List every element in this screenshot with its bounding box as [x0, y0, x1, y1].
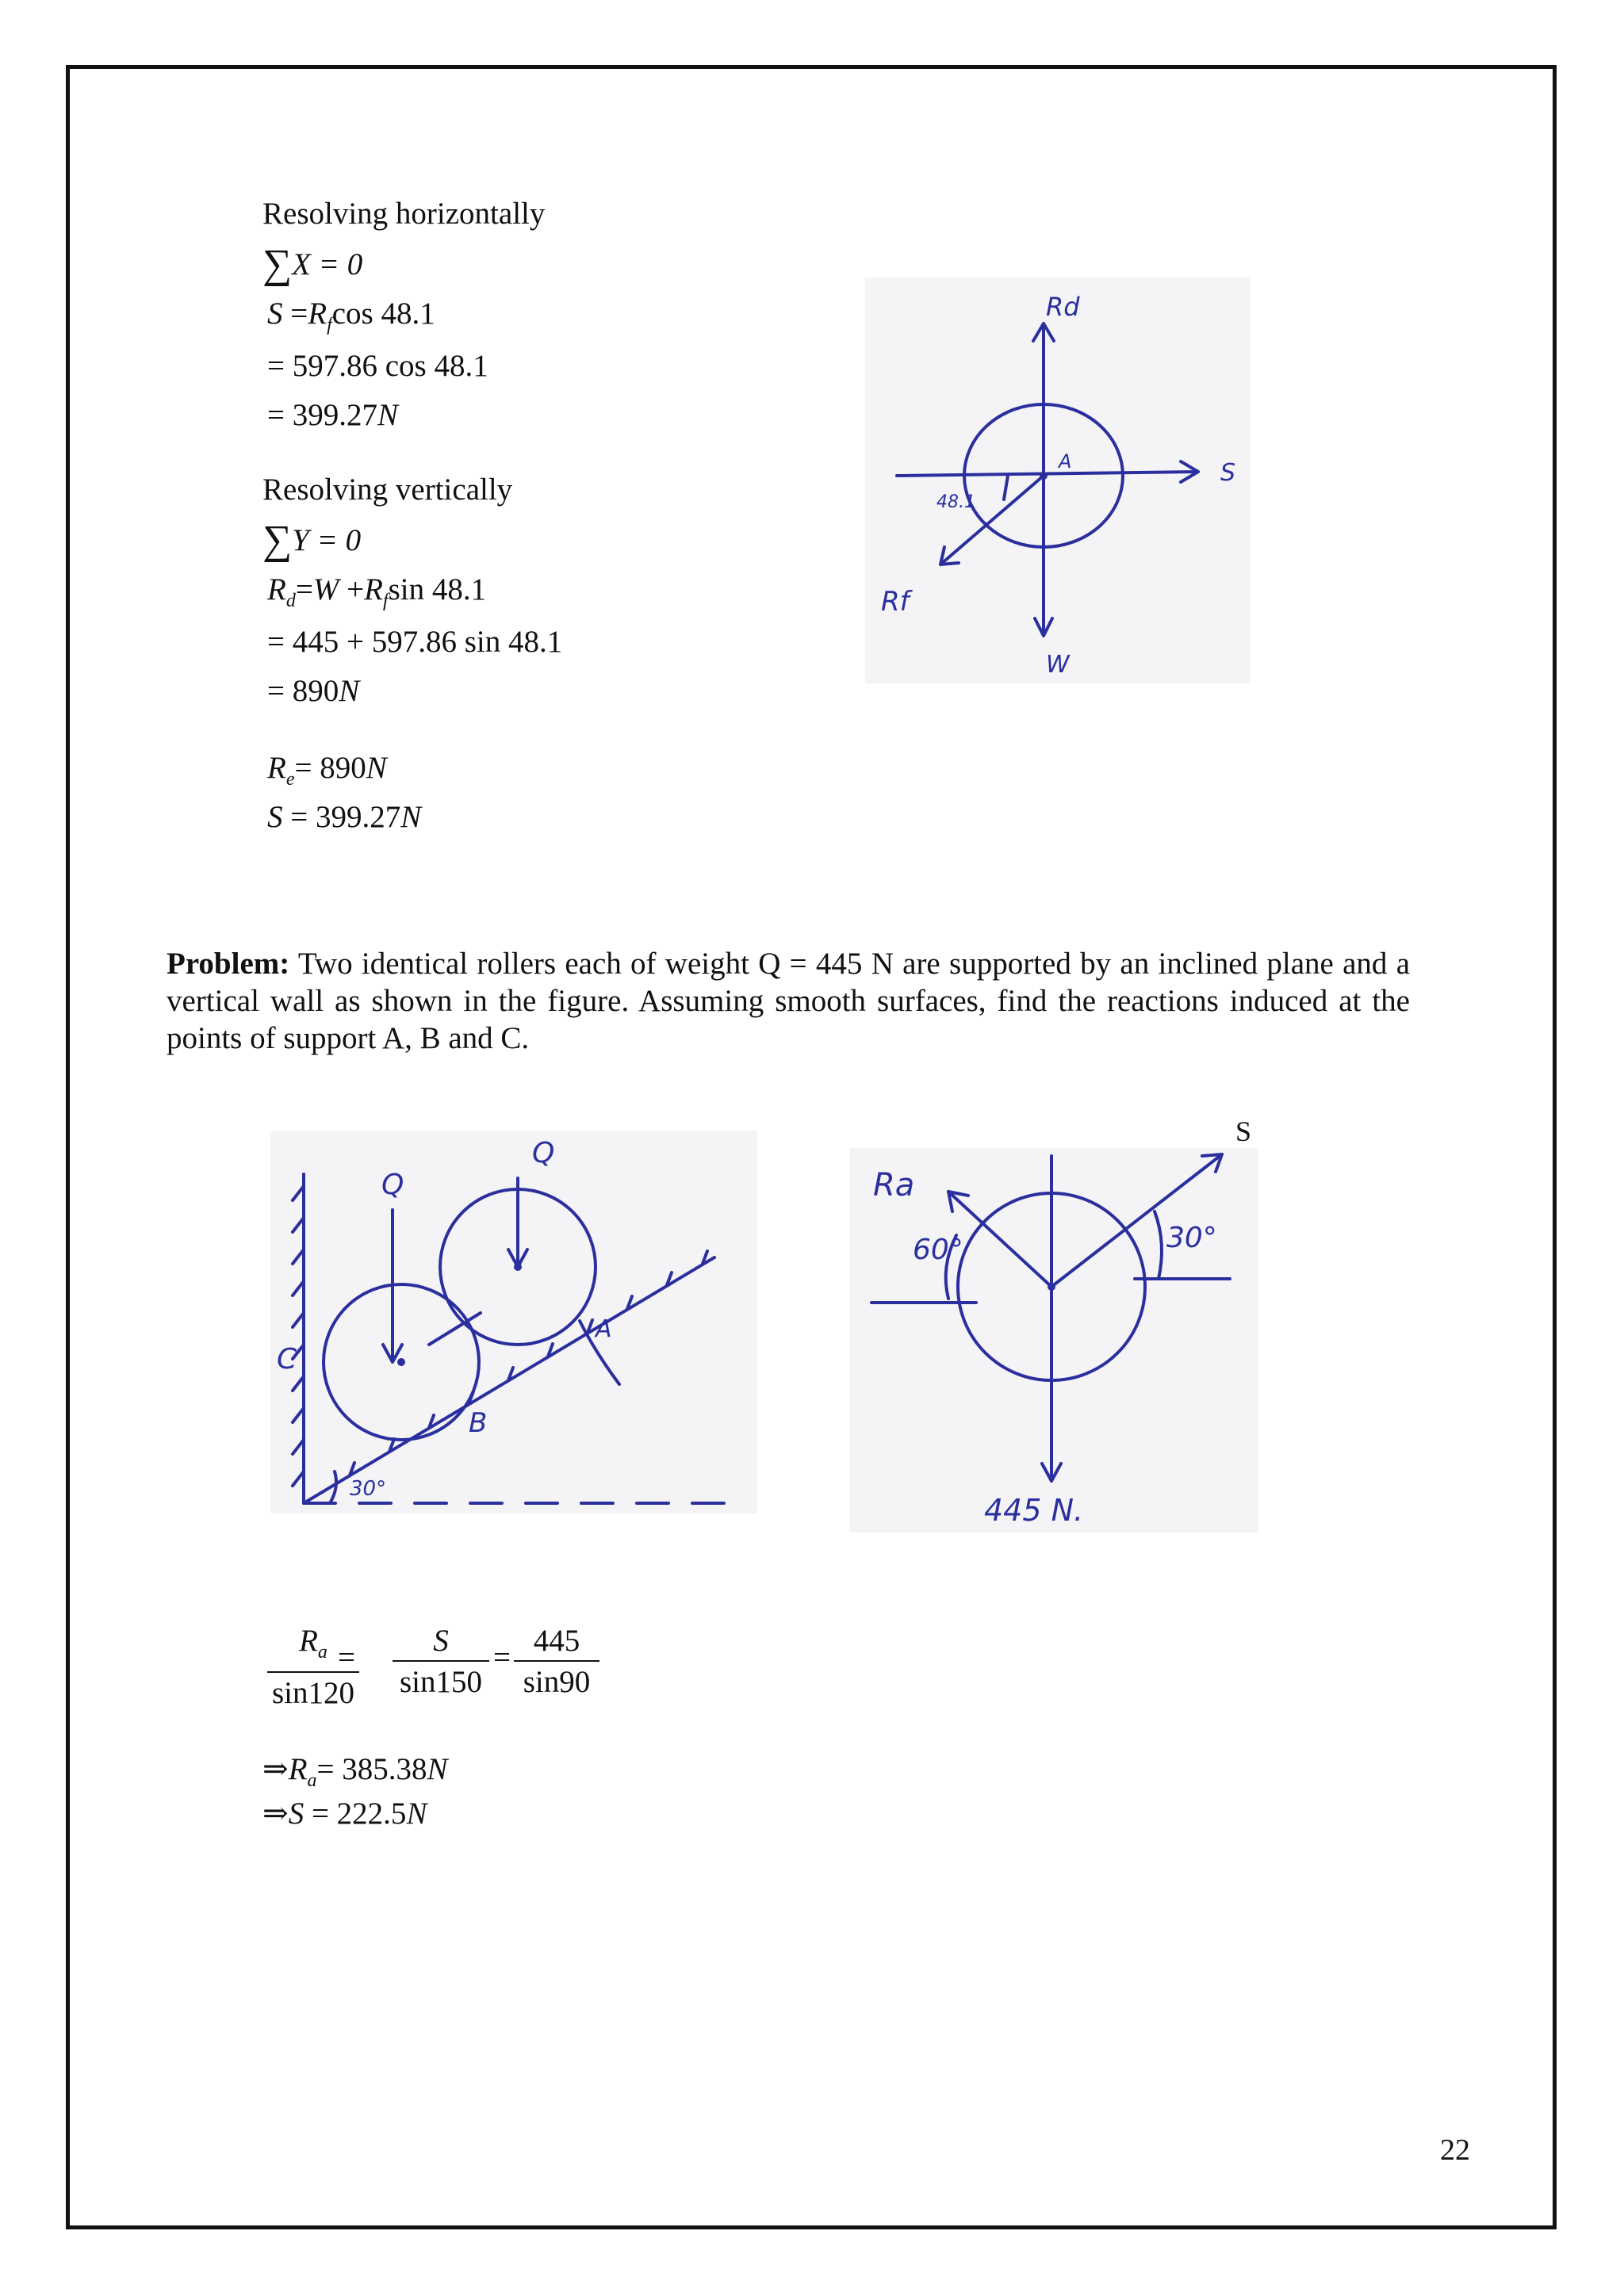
fraction-s — [393, 1622, 489, 1703]
line-890-value: = 890 — [267, 674, 339, 708]
re-unit: N — [366, 751, 387, 785]
q-lower-label: Q — [381, 1169, 404, 1201]
w-label: W — [1046, 651, 1070, 679]
load-label: 445 N. — [984, 1493, 1084, 1528]
problem-statement — [167, 945, 1410, 1057]
ra-result-sub: a — [307, 1770, 317, 1791]
lower-center — [397, 1358, 405, 1366]
rollers-incline-sketch — [270, 1131, 757, 1513]
line-399-value: = 399.27 — [267, 398, 377, 432]
sum-y-text: Y = 0 — [292, 523, 362, 557]
s-final-value: = 222.5 — [311, 1797, 407, 1831]
angle-30-label: 30° — [350, 1477, 387, 1501]
angle-30-label-fbd: 30° — [1166, 1222, 1217, 1254]
s-result-value: = 399.27 — [290, 800, 401, 834]
s-num-symbol: S — [433, 1624, 449, 1658]
rd-subscript: d — [285, 591, 296, 611]
fraction-445 — [514, 1622, 599, 1703]
line-445-sin: = 445 + 597.86 sin 48.1 — [267, 625, 563, 659]
angle-label: 48.1 — [936, 492, 975, 512]
fbd-sketch-svg — [865, 277, 1251, 683]
problem-label: Problem: — [167, 947, 290, 981]
a-label: A — [1059, 450, 1072, 473]
rf-line — [940, 476, 1044, 564]
fraction-445-denominator: sin90 — [523, 1665, 591, 1699]
s-label-top: S — [1235, 1115, 1252, 1147]
ra-num-sub: a — [317, 1642, 327, 1663]
upper-center — [514, 1263, 522, 1271]
angle-60-label: 60° — [913, 1234, 963, 1266]
rf-label: Rf — [881, 586, 910, 618]
q-upper-label: Q — [532, 1137, 555, 1169]
s-final-unit: N — [406, 1797, 427, 1831]
fbd-upper-roller-svg — [849, 1148, 1258, 1533]
s-eq-rest: cos 48.1 — [331, 297, 435, 331]
angle-mark — [1004, 476, 1008, 499]
r-symbol: R — [308, 297, 327, 331]
line-597-cos: = 597.86 cos 48.1 — [267, 349, 488, 383]
problem-text: Two identical rollers each of weight Q = 445 N are supported by an inclined plane and a vertical wall as shown in the figure. Assuming smooth surfaces, find the reactions induced at the points of support A, B and C. — [167, 947, 1410, 1055]
ra-arrow: ⇒ — [262, 1752, 289, 1786]
angle-30-arc — [1155, 1211, 1162, 1279]
s-equation: $S =R_f\cos$ 48.1 — [267, 297, 435, 335]
rd-label: Rd — [1046, 292, 1080, 322]
s-label-sketch: S — [1220, 459, 1236, 487]
s-line — [1051, 1154, 1222, 1287]
fbd-upper-roller-sketch — [849, 1148, 1258, 1533]
fraction-s-denominator: sin150 — [399, 1665, 482, 1699]
sum-x-equation: ∑X = 0 — [262, 242, 363, 287]
line-399-unit: N — [377, 398, 399, 432]
rd-equation: $R_d=W +R_f\sin$ 48.1 — [267, 572, 487, 611]
equals-1: = — [338, 1640, 355, 1674]
ra-result-unit: N — [427, 1752, 448, 1786]
sum-y-equation: ∑Y = 0 — [262, 518, 362, 563]
c-label: C — [277, 1343, 297, 1376]
ra-line — [948, 1192, 1051, 1287]
s-arrow: ⇒ — [262, 1797, 289, 1831]
s-result — [267, 798, 421, 836]
result-s — [262, 1795, 427, 1833]
re-symbol: R — [267, 751, 286, 785]
ra-result-symbol: R — [288, 1752, 308, 1786]
re-result — [267, 749, 387, 798]
rf-subscript: f — [382, 591, 389, 611]
w-symbol: W — [312, 572, 339, 607]
equals-2: = — [493, 1640, 511, 1674]
page-number: 22 — [1440, 2133, 1470, 2167]
re-value: = 890 — [294, 751, 366, 785]
ra-result-value: = 385.38 — [316, 1752, 427, 1786]
r-subscript: f — [327, 315, 332, 335]
s-symbol: S — [267, 297, 283, 331]
s-result-symbol: S — [267, 800, 283, 834]
center-point — [1040, 472, 1048, 480]
heading-resolving-horizontally: Resolving horizontally — [262, 197, 546, 231]
s-final-symbol: S — [288, 1797, 304, 1831]
b-label: B — [469, 1407, 488, 1439]
horizontal-axis — [897, 472, 1198, 476]
fbd-sketch-roller — [865, 277, 1251, 683]
rd-eq-rest: sin 48.1 — [388, 572, 487, 607]
line-399 — [267, 396, 398, 434]
ra-num-symbol: R — [299, 1624, 318, 1658]
rd-symbol: R — [267, 572, 286, 607]
heading-resolving-vertically: Resolving vertically — [262, 473, 513, 507]
rollers-incline-svg — [270, 1131, 757, 1513]
fraction-ra-denominator: sin120 — [271, 1676, 354, 1710]
rf-symbol: R — [364, 572, 383, 607]
a-label-incline: A — [596, 1315, 612, 1343]
fbd-center — [1048, 1283, 1055, 1291]
line-890 — [267, 672, 359, 710]
fraction-445-numerator: 445 — [514, 1622, 599, 1662]
result-ra — [262, 1751, 448, 1800]
s-result-unit: N — [400, 800, 422, 834]
line-890-unit: N — [339, 674, 360, 708]
ra-label: Ra — [873, 1167, 915, 1203]
fraction-s-numerator — [393, 1622, 489, 1662]
wall-hatching — [293, 1186, 304, 1486]
sum-x-text: X = 0 — [292, 247, 363, 281]
re-subscript: e — [285, 769, 295, 790]
